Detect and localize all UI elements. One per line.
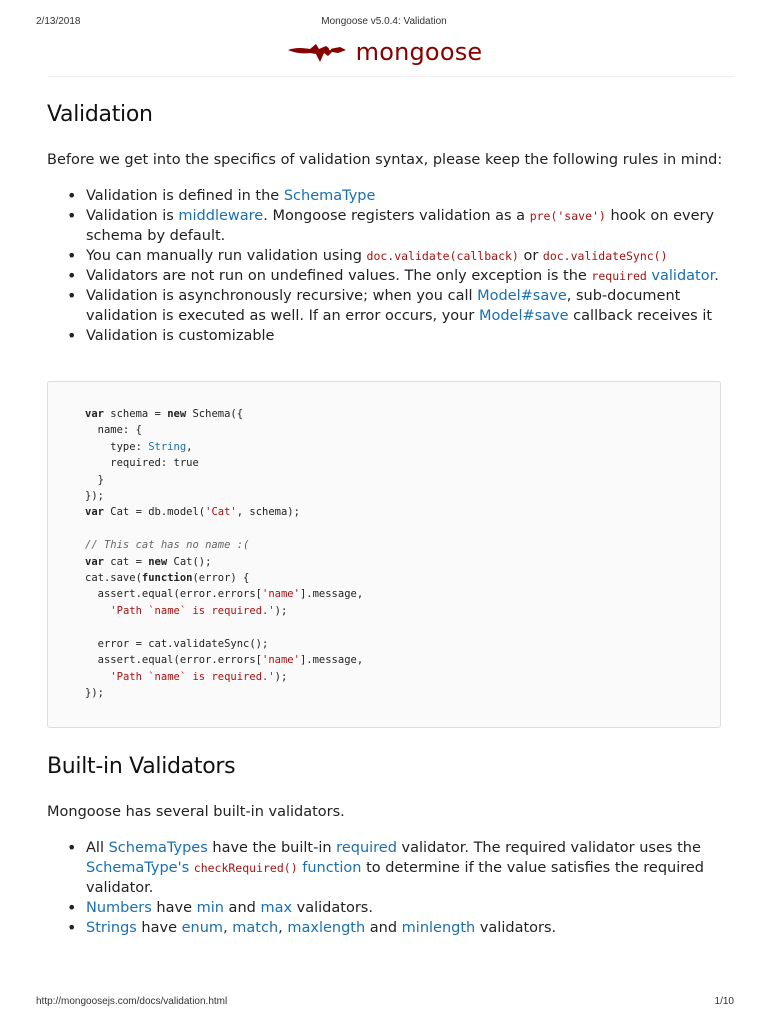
list-item [67,918,727,938]
text: Validation is asynchronously recursive; when you call [86,288,478,304]
link-function[interactable]: function [302,860,362,876]
list-item [67,186,727,206]
print-title: Mongoose v5.0.4: Validation [321,16,447,27]
text: , [223,920,233,936]
heading-builtin-validators: Built-in Validators [47,754,236,779]
text: All [86,840,109,856]
text: , [278,920,288,936]
link-required[interactable]: required [336,840,397,856]
text: . Mongoose registers validation as a [263,208,530,224]
print-url: http://mongoosejs.com/docs/validation.html [36,996,228,1007]
link-strings[interactable]: Strings [86,920,137,936]
link-middleware[interactable]: middleware [178,208,264,224]
list-item [67,206,727,246]
list-item [67,266,727,286]
page-number: 1/10 [714,996,734,1007]
code-block: var schema = new Schema({ name: { type: String, required: true } }); var Cat = db.model('Cat', schema); // This cat has no name :( var cat = new Cat(); cat.save(function(error) { assert.equal(error.errors['name'].message, 'Path `name` is required.'); error = cat.validateSync(); assert.equal(error.errors['name'].message, 'Path `name` is required.'); }); [85,408,364,699]
list-item [67,838,727,898]
list-item [67,326,727,346]
list-item [67,246,727,266]
link-minlength[interactable]: minlength [401,920,476,936]
inline-code: required [591,269,647,283]
link-model-save[interactable]: Model#save [477,288,567,304]
builtin-intro-paragraph: Mongoose has several built-in validators. [47,804,345,820]
mongoose-logo-icon [286,38,348,66]
link-numbers[interactable]: Numbers [86,900,152,916]
text: . [714,268,719,284]
list-item [67,286,727,326]
text: Validation is [86,208,179,224]
inline-code: pre('save') [529,209,606,223]
link-validator[interactable]: validator [651,268,715,284]
link-min[interactable]: min [196,900,224,916]
validation-rules-list [67,186,727,346]
text: have the built-in [207,840,337,856]
code-example [47,381,721,728]
link-match[interactable]: match [232,920,279,936]
text: , sub-document validation is executed as well. If an error occurs, your [86,288,681,324]
text: Validation is customizable [86,328,275,344]
link-schematypes-apostrophe[interactable]: SchemaType's [86,860,190,876]
text: validator. The required validator uses the [396,840,701,856]
list-item [67,898,727,918]
inline-code: doc.validateSync() [542,249,668,263]
link-schematype[interactable]: SchemaType [283,188,376,204]
logo-text: mongoose [355,38,483,66]
header-divider [48,76,734,77]
text: and [365,920,402,936]
text: to determine if the value satisfies the required validator. [86,860,705,896]
text: You can manually run validation using [86,248,367,264]
link-max[interactable]: max [260,900,293,916]
intro-paragraph: Before we get into the specifics of validation syntax, please keep the following rules in mind: [47,152,723,168]
text: Validation is defined in the [86,188,284,204]
text: Validators are not run on undefined values. The only exception is the [86,268,592,284]
builtin-validators-list [67,838,727,938]
print-date: 2/13/2018 [36,16,81,27]
text: have [151,900,197,916]
link-enum[interactable]: enum [181,920,224,936]
text: hook on every schema by default. [86,208,715,244]
inline-code: doc.validate(callback) [366,249,519,263]
text: and [223,900,261,916]
link-model-save-2[interactable]: Model#save [478,308,569,324]
text: validators. [475,920,557,936]
text: have [136,920,182,936]
logo[interactable] [0,38,768,70]
text: or [518,248,543,264]
text: validators. [292,900,373,916]
inline-code: checkRequired() [193,861,298,875]
heading-validation: Validation [47,102,153,127]
link-schematypes[interactable]: SchemaTypes [108,840,208,856]
link-maxlength[interactable]: maxlength [287,920,366,936]
text: callback receives it [568,308,713,324]
